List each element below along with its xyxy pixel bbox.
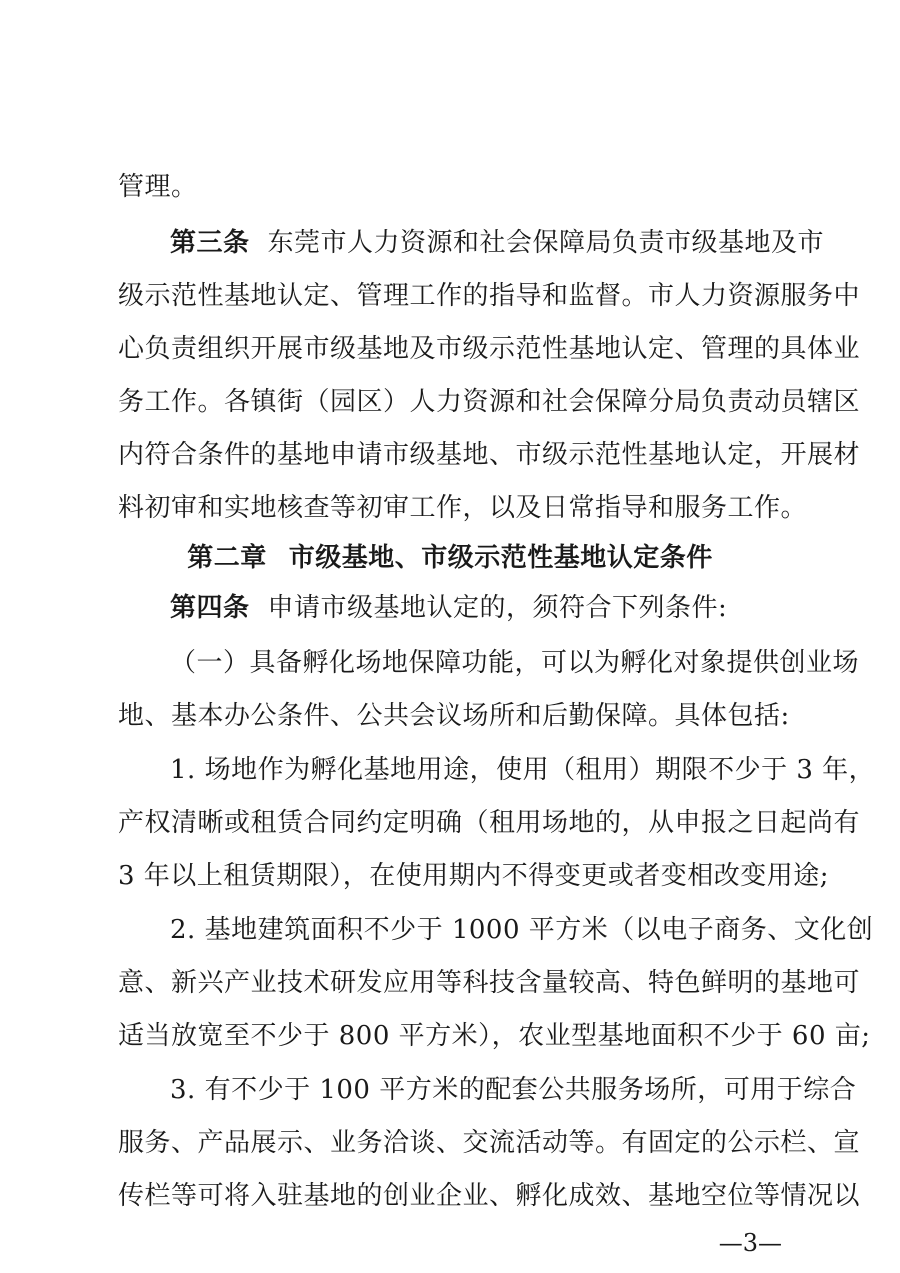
article-3-label: 第三条 bbox=[170, 228, 250, 258]
sub-2-line-2: 意、新兴产业技术研发应用等科技含量较高、特色鲜明的基地可 bbox=[118, 968, 861, 998]
article-3-line-5: 内符合条件的基地申请市级基地、市级示范性基地认定，开展材 bbox=[118, 440, 861, 470]
article-3-line-1 bbox=[170, 225, 825, 263]
article-3-text: 东莞市人力资源和社会保障局负责市级基地及市 bbox=[267, 228, 825, 258]
item-1-line-2: 地、基本办公条件、公共会议场所和后勤保障。具体包括: bbox=[118, 701, 790, 731]
article-3-line-3: 心负责组织开展市级基地及市级示范性基地认定、管理的具体业 bbox=[118, 334, 861, 364]
article-4-line bbox=[170, 590, 788, 628]
article-3-line-2: 级示范性基地认定、管理工作的指导和监督。市人力资源服务中 bbox=[118, 281, 861, 311]
item-1-line-1: （一）具备孵化场地保障功能，可以为孵化对象提供创业场 bbox=[170, 648, 860, 678]
sub-2-line-3: 适当放宽至不少于 800 平方米），农业型基地面积不少于 60 亩; bbox=[118, 1021, 871, 1051]
article-3-line-4: 务工作。各镇街（园区）人力资源和社会保障分局负责动员辖区 bbox=[118, 387, 861, 417]
article-3-line-6: 料初审和实地核查等初审工作，以及日常指导和服务工作。 bbox=[118, 493, 808, 523]
sub-1-line-2: 产权清晰或租赁合同约定明确（租用场地的，从申报之日起尚有 bbox=[118, 808, 861, 838]
article-4-text: 申请市级基地认定的，须符合下列条件: bbox=[267, 593, 728, 623]
sub-3-line-3: 传栏等可将入驻基地的创业企业、孵化成效、基地空位等情况以 bbox=[118, 1181, 861, 1211]
text-line-management: 管理。 bbox=[118, 172, 198, 202]
sub-1-line-3: 3 年以上租赁期限），在使用期内不得变更或者变相改变用途; bbox=[118, 861, 830, 891]
chapter-title: 市级基地、市级示范性基地认定条件 bbox=[288, 543, 713, 573]
sub-2-line-1: 2. 基地建筑面积不少于 1000 平方米（以电子商务、文化创 bbox=[170, 915, 874, 945]
article-4-label: 第四条 bbox=[170, 593, 250, 623]
page-number: —3— bbox=[718, 1229, 782, 1257]
chapter-heading bbox=[0, 540, 900, 576]
chapter-number: 第二章 bbox=[187, 543, 267, 573]
sub-1-line-1: 1. 场地作为孵化基地用途，使用（租用）期限不少于 3 年， bbox=[170, 755, 876, 785]
sub-3-line-2: 服务、产品展示、业务洽谈、交流活动等。有固定的公示栏、宣 bbox=[118, 1128, 861, 1158]
sub-3-line-1: 3. 有不少于 100 平方米的配套公共服务场所，可用于综合 bbox=[170, 1075, 857, 1105]
